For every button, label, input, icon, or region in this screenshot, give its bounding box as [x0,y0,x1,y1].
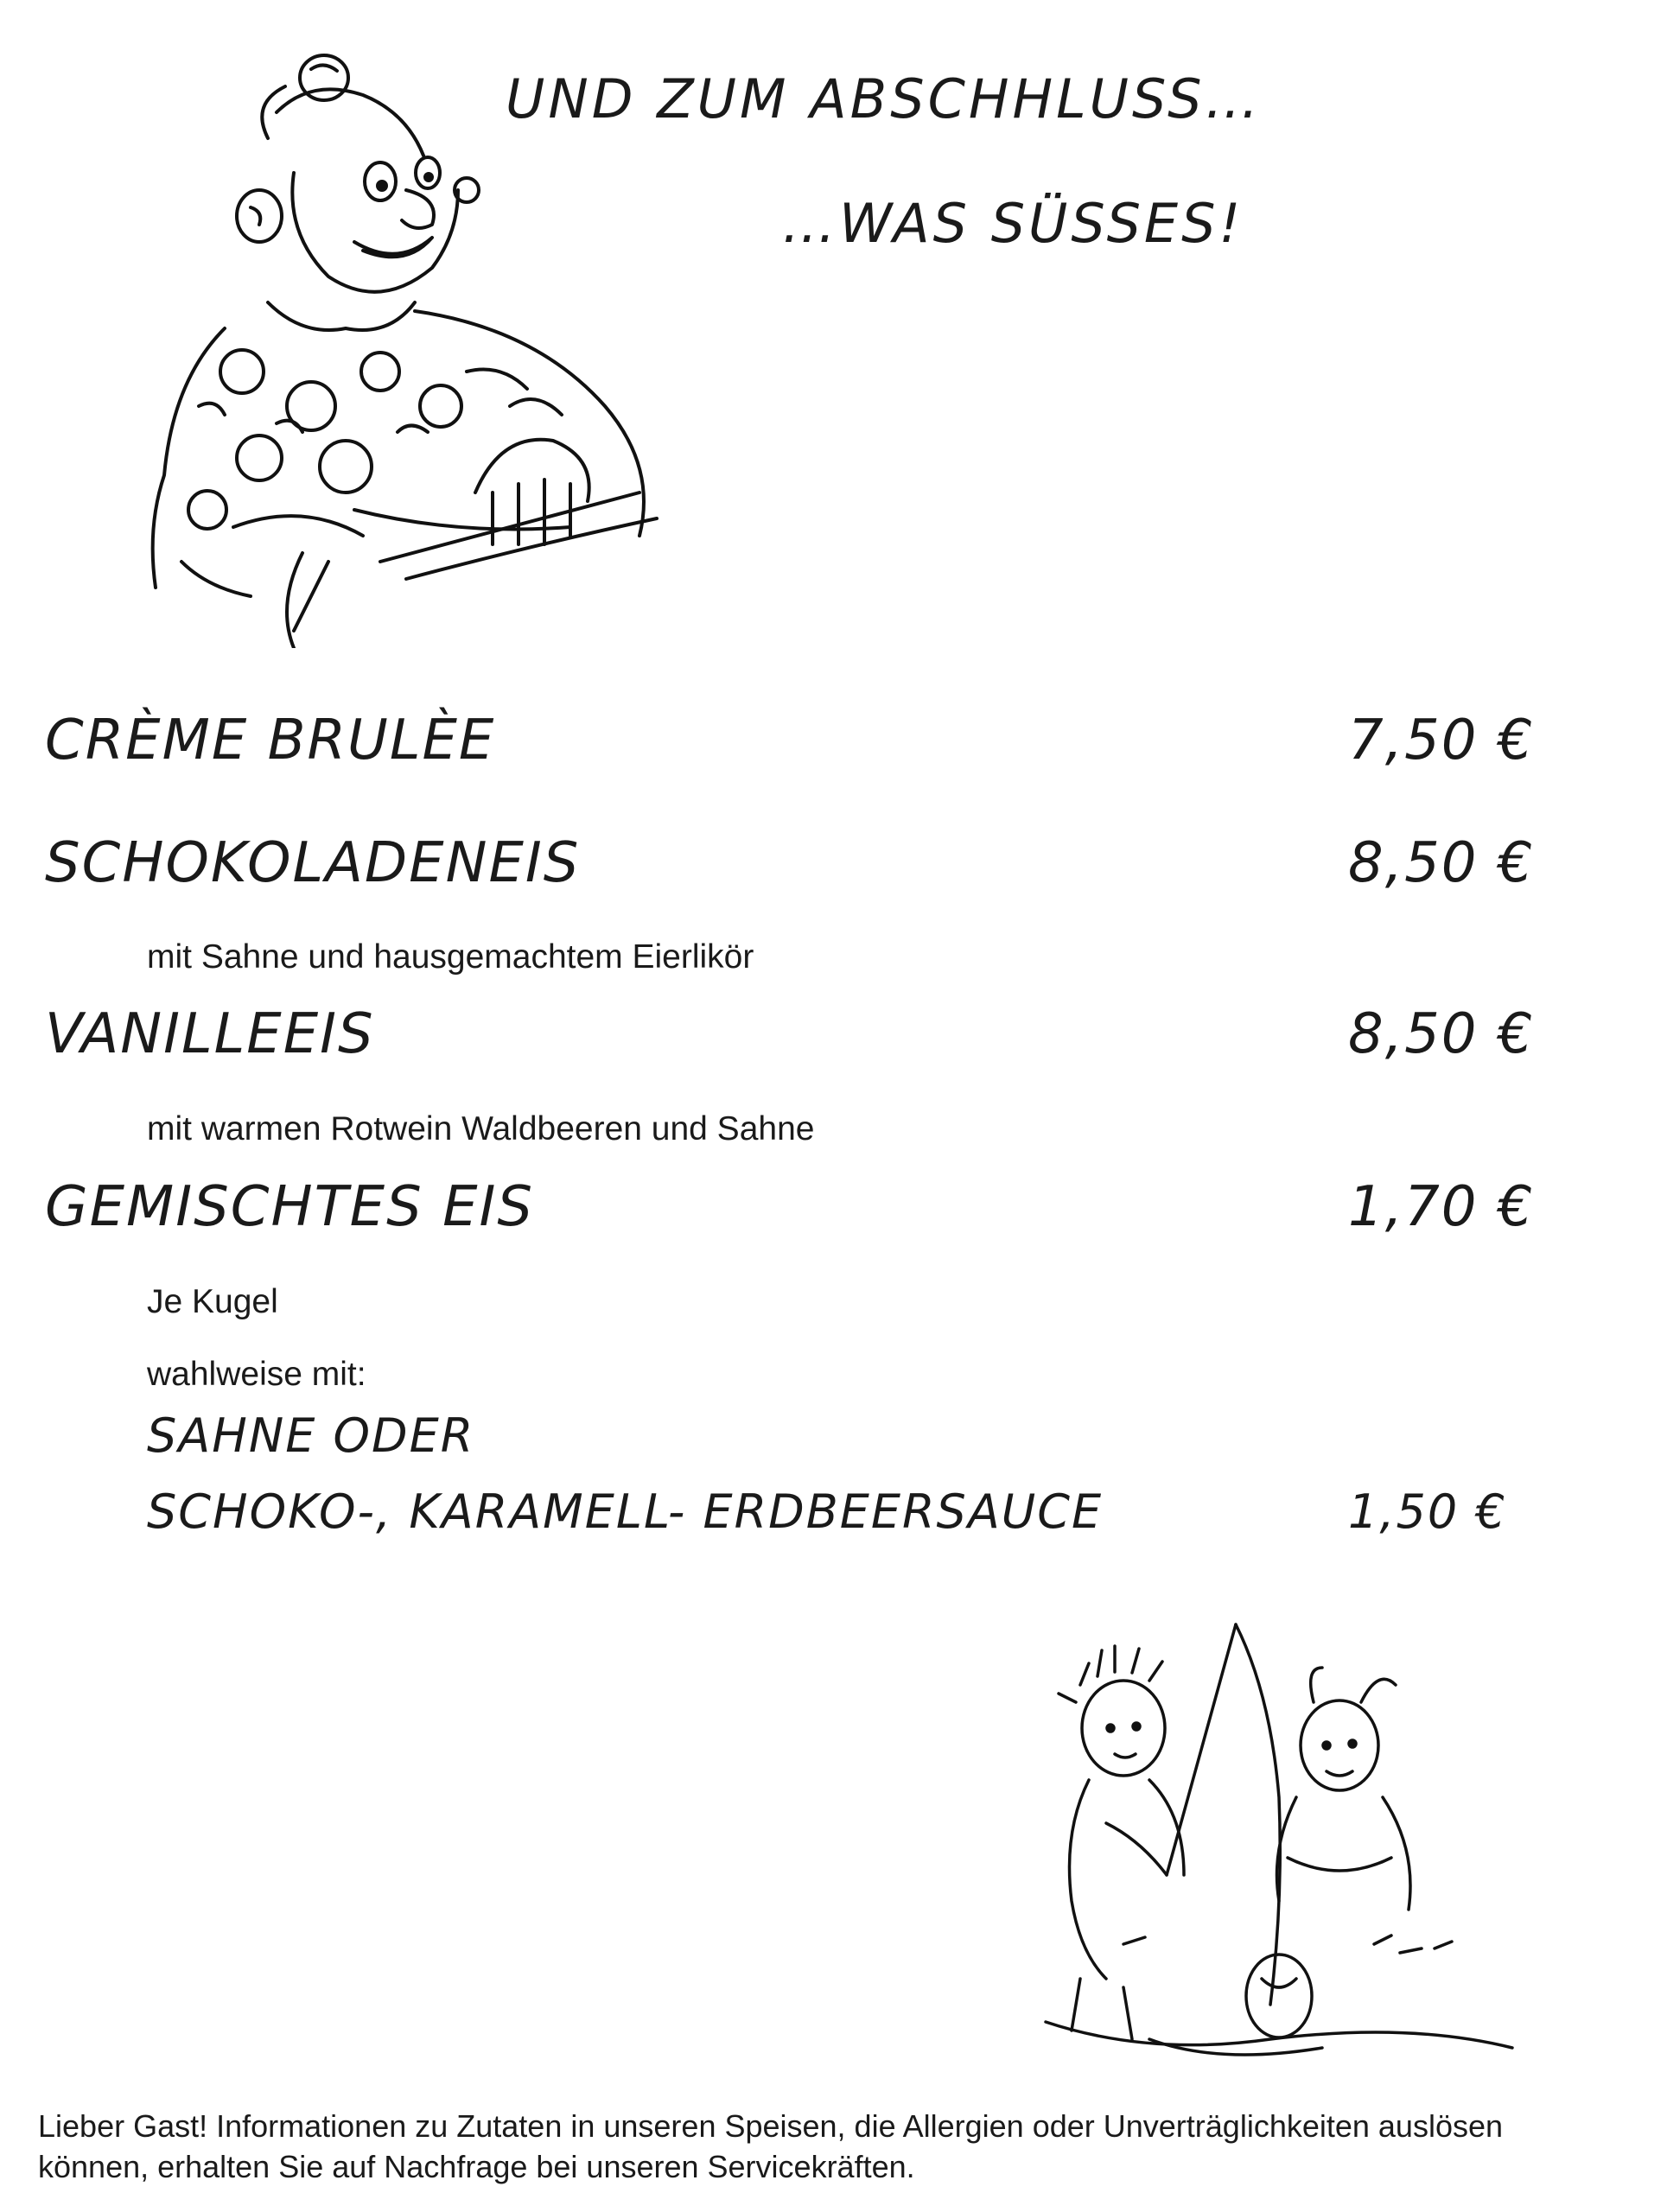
extras-price: 1,50 € [1348,1484,1507,1539]
kids-fishing-illustration [1028,1616,1521,2074]
menu-item-name-vanilleeis: VANILLEEIS [45,1002,375,1066]
extras-intro: wahlweise mit: [147,1356,366,1393]
menu-item-description-vanilleeis: mit warmen Rotwein Waldbeeren und Sahne [147,1110,815,1147]
menu-title-line-1: UND ZUM ABSCHHLUSS… [506,67,1263,130]
menu-item-price-schokoladeneis: 8,50 € [1348,831,1535,895]
extras-option-sauce: SCHOKO-, KARAMELL- ERDBEERSAUCE [147,1484,1104,1539]
menu-title-line-2: …WAS SÜSSES! [782,192,1244,255]
menu-item-price-creme-brulee: 7,50 € [1348,709,1535,772]
menu-item-price-gemischtes-eis: 1,70 € [1348,1175,1535,1239]
grandma-illustration [95,43,735,648]
menu-item-description-gemischtes-eis: Je Kugel [147,1283,278,1320]
menu-item-price-vanilleeis: 8,50 € [1348,1002,1535,1066]
menu-item-name-schokoladeneis: SCHOKOLADENEIS [45,831,581,895]
menu-item-description-schokoladeneis: mit Sahne und hausgemachtem Eierlikör [147,938,754,976]
extras-option-sahne: SAHNE ODER [147,1408,475,1463]
allergy-information-note: Lieber Gast! Informationen zu Zutaten in unseren Speisen, die Allergien oder Unverträglichkeiten auslösen können, erhalten Sie auf Nachfrage bei unseren Servicekräften. [38,2108,1504,2184]
menu-item-name-creme-brulee: CRÈME BRULÈE [45,709,496,772]
menu-item-name-gemischtes-eis: GEMISCHTES EIS [45,1175,534,1239]
